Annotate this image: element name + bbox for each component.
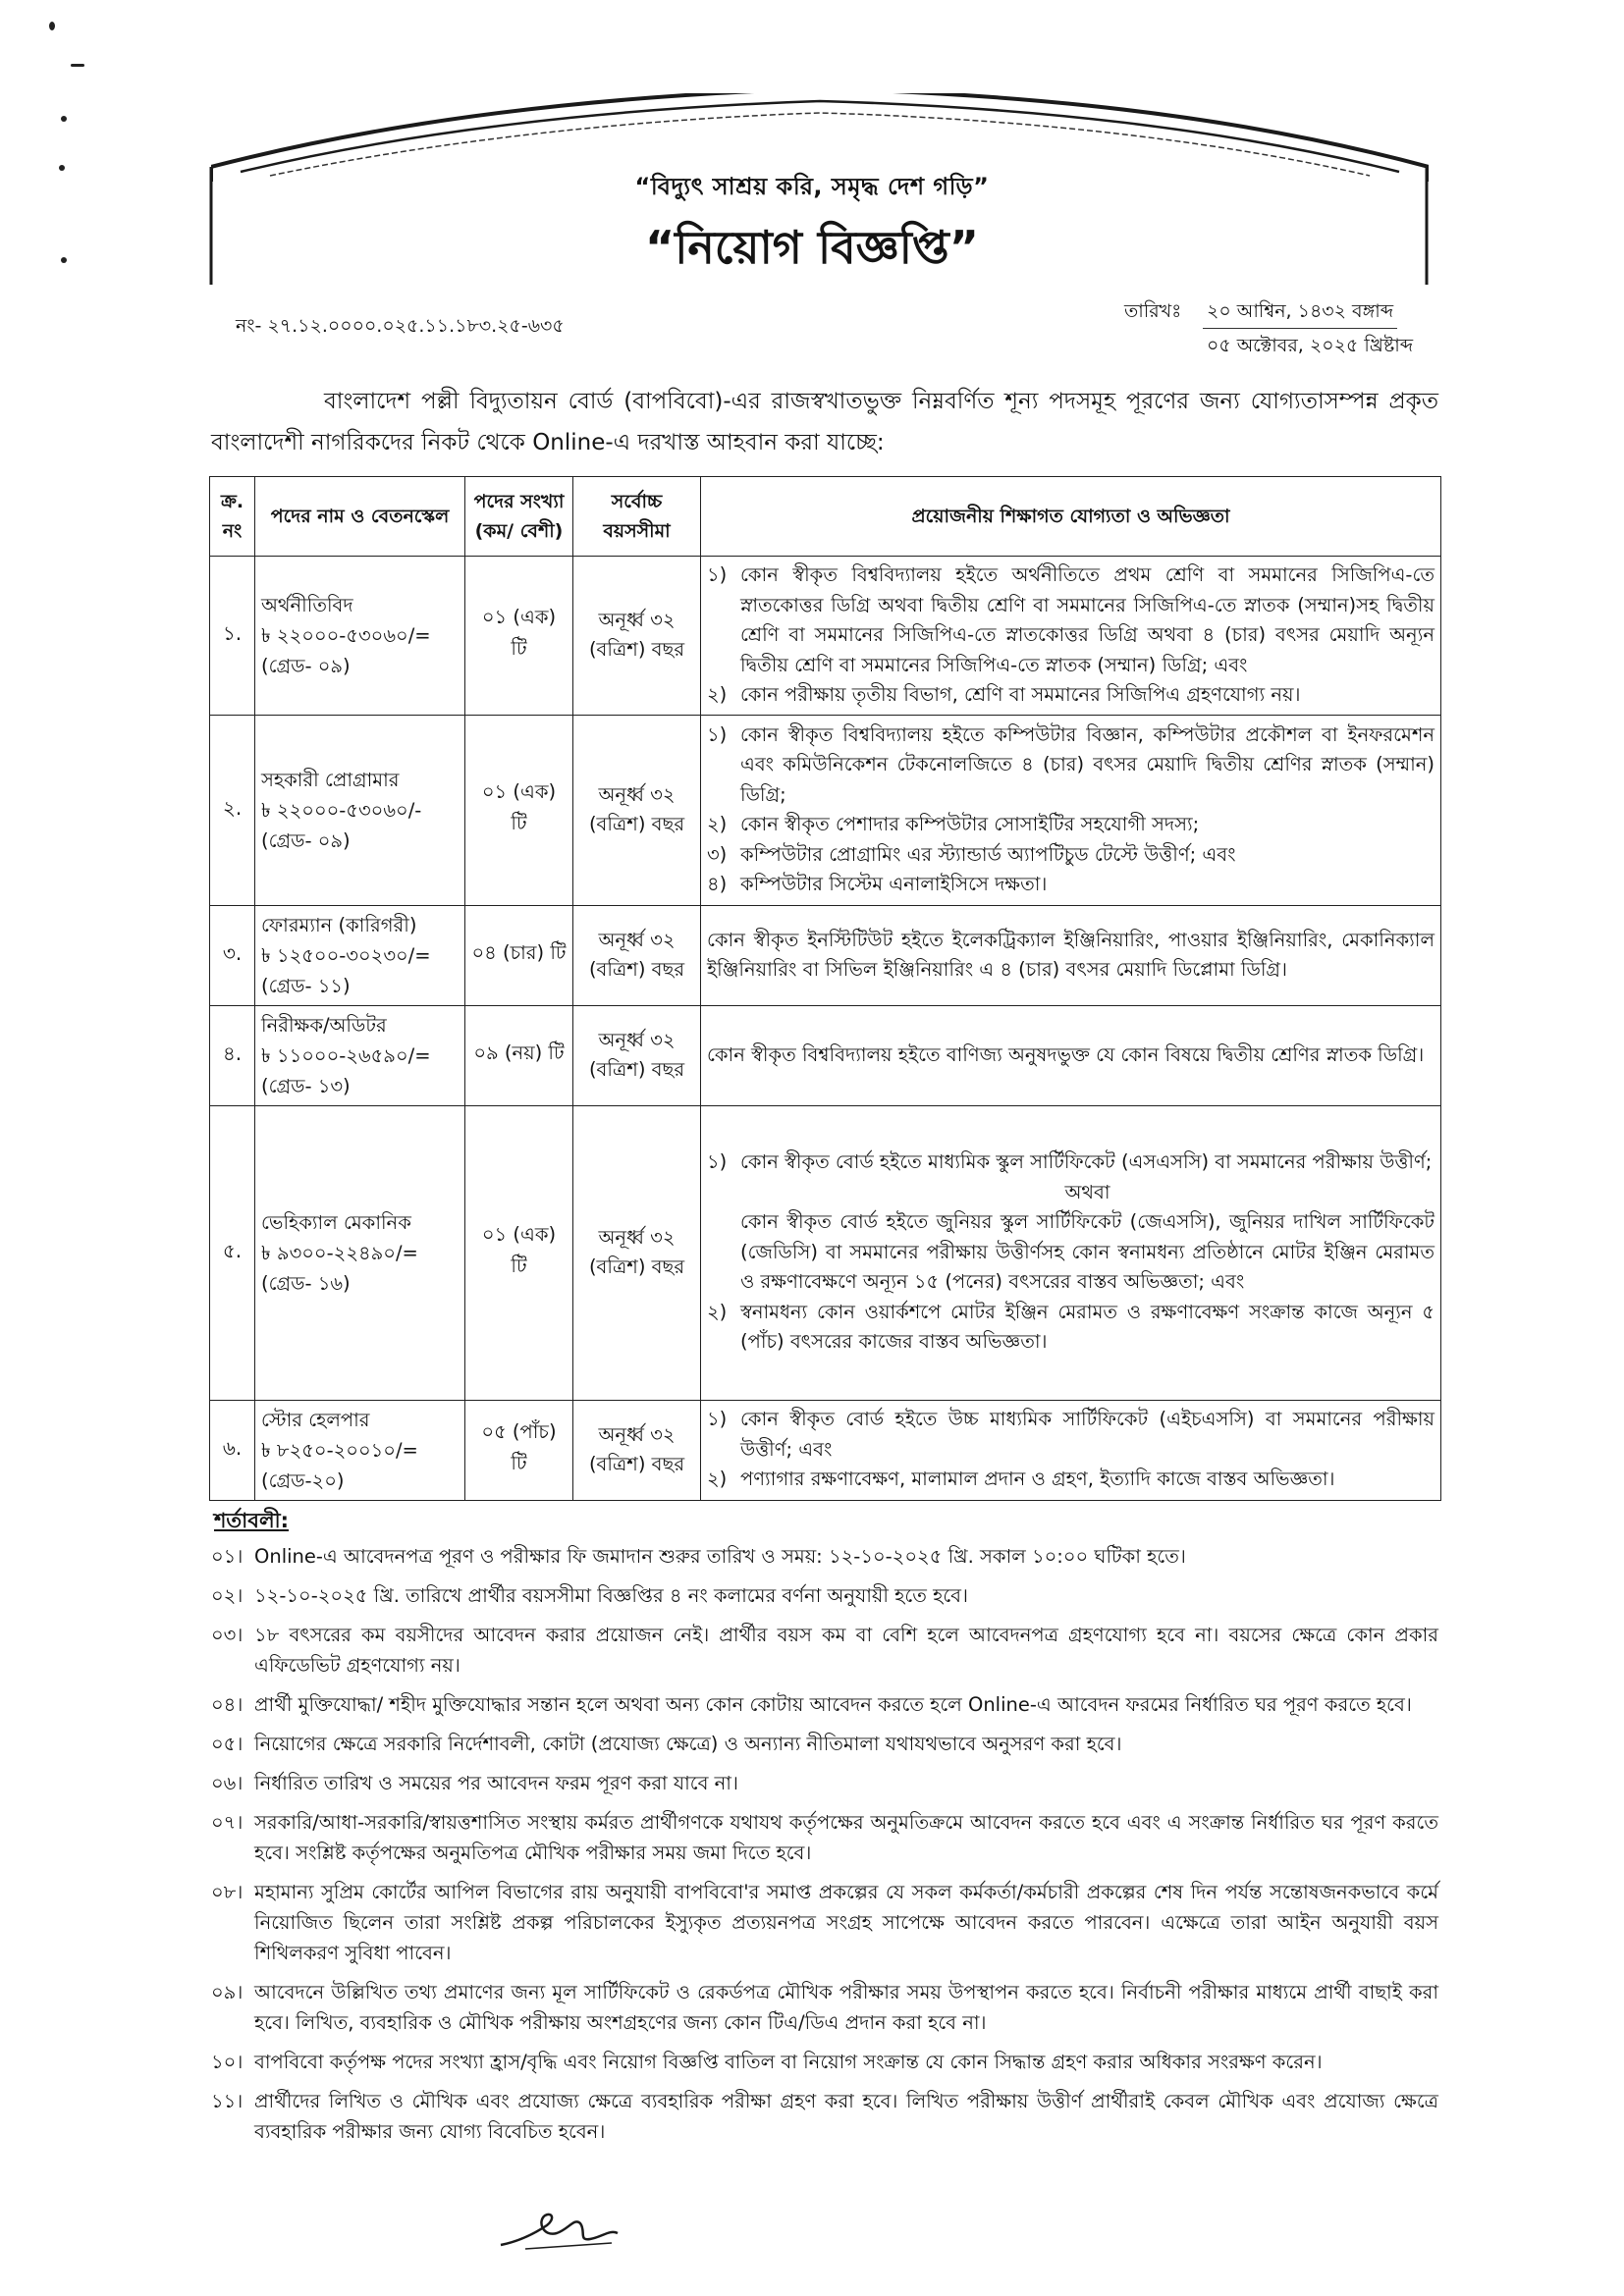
- scan-mark: [61, 116, 67, 122]
- condition-text: সরকারি/আধা-সরকারি/স্বায়ত্তশাসিত সংস্থায় কর্মরত প্রার্থীগণকে যথাযথ কর্তৃপক্ষের অনুমতিক্রমে আবেদন করতে হবে এবং এ সংক্রান্ত নির্ধারিত ঘর পূরণ করতে হবে। সংশ্লিষ্ট কর্তৃপক্ষের অনুমতিপত্র মৌখিক পরীক্ষার সময় জমা দিতে হবে।: [254, 1811, 1438, 1864]
- row-post: [255, 905, 465, 1005]
- condition-item: [211, 1689, 1438, 1720]
- condition-number: ০৯।: [211, 1981, 244, 2003]
- row-qualification: [701, 1105, 1441, 1400]
- row-age: [573, 1005, 701, 1105]
- post-name: নিরীক্ষক/অডিটর: [261, 1013, 387, 1037]
- row-count: ০৯ (নয়) টি: [465, 1005, 573, 1105]
- item-text: কম্পিউটার সিস্টেম এনালাইসিসে দক্ষতা।: [740, 873, 1048, 895]
- item-number: ১): [707, 722, 728, 746]
- row-age: [573, 1105, 701, 1400]
- conditions-list: [211, 1541, 1438, 2156]
- post-grade: (গ্রেড- ১৬): [261, 1271, 351, 1295]
- age-words: (বত্রিশ) বছর: [588, 638, 685, 662]
- post-scale: ৳ ১১০০০-২৬৫৯০/=: [261, 1043, 431, 1067]
- table-row: [210, 1005, 1441, 1105]
- item-number: ১): [707, 1150, 728, 1174]
- row-qualification: [701, 1400, 1441, 1500]
- qualification-item: [707, 1405, 1435, 1465]
- condition-text: আবেদনে উল্লিখিত তথ্য প্রমাণের জন্য মূল সার্টিফিকেট ও রেকর্ডপত্র মৌখিক পরীক্ষার সময় উপস্থাপন করতে হবে। নির্বাচনী পরীক্ষার মাধ্যমে প্রার্থী বাছাই করা হবে। লিখিত, ব্যবহারিক ও মৌখিক পরীক্ষায় অংশগ্রহণের জন্য কোন টিএ/ডিএ প্রদান করা হবে না।: [254, 1981, 1438, 2034]
- signature-mark: [496, 2204, 623, 2253]
- post-grade: (গ্রেড- ০৯): [261, 828, 351, 852]
- age-words: (বত্রিশ) বছর: [588, 958, 685, 981]
- condition-number: ০৪।: [211, 1693, 244, 1716]
- date-english: ০৫ অক্টোবর, ২০২৫ খ্রিষ্টাব্দ: [1207, 335, 1414, 356]
- qualification-item: [707, 870, 1435, 900]
- row-qualification: [701, 557, 1441, 716]
- row-count: ০১ (এক) টি: [465, 715, 573, 905]
- post-name: ভেহিক্যাল মেকানিক: [261, 1210, 411, 1234]
- age-limit: অনূর্ধ্ব ৩২: [598, 1226, 676, 1249]
- condition-number: ০২।: [211, 1584, 244, 1607]
- row-age: [573, 905, 701, 1005]
- item-text: কোন স্বীকৃত বোর্ড হইতে জুনিয়র স্কুল সার্টিফিকেট (জেএসসি), জুনিয়র দাখিল সার্টিফিকেট (জেডিসি) বা সমমানের পরীক্ষায় উত্তীর্ণসহ কোন স্বনামধন্য প্রতিষ্ঠানে মোটর ইঞ্জিন মেরামত ও রক্ষণাবেক্ষণে অন্যূন ১৫ (পনের) বৎসরের বাস্তব অভিজ্ঞতা; এবং: [740, 1210, 1435, 1294]
- scan-mark: [49, 22, 55, 30]
- condition-number: ০৭।: [211, 1811, 244, 1834]
- row-post: [255, 1400, 465, 1500]
- conditions-heading: শর্তাবলী:: [214, 1509, 290, 1532]
- condition-item: [211, 1977, 1438, 2038]
- condition-number: ০৮।: [211, 1881, 244, 1903]
- condition-text: Online-এ আবেদনপত্র পূরণ ও পরীক্ষার ফি জমাদান শুরুর তারিখ ও সময়: ১২-১০-২০২৫ খ্রি. সকাল ১০:০০ ঘটিকা হতে।: [254, 1545, 1186, 1568]
- slogan: “বিদ্যুৎ সাশ্রয় করি, সমৃদ্ধ দেশ গড়ি”: [634, 173, 990, 200]
- condition-item: [211, 2086, 1438, 2147]
- post-grade: (গ্রেড- ১১): [261, 974, 351, 997]
- posts-table: [209, 476, 1441, 1501]
- age-words: (বত্রিশ) বছর: [588, 1058, 685, 1081]
- post-name: অর্থনীতিবিদ: [261, 593, 353, 616]
- row-age: [573, 1400, 701, 1500]
- condition-item: [211, 1807, 1438, 1868]
- condition-text: প্রার্থী মুক্তিযোদ্ধা/ শহীদ মুক্তিযোদ্ধার সন্তান হলে অথবা অন্য কোন কোটায় আবেদন করতে হলে Online-এ আবেদন ফরমের নির্ধারিত ঘর পূরণ করতে হবে।: [254, 1693, 1412, 1716]
- header-age: সর্বোচ্চ বয়সসীমা: [573, 477, 701, 557]
- qualification-item: [707, 1298, 1435, 1358]
- condition-item: [211, 1768, 1438, 1798]
- intro-paragraph: বাংলাদেশ পল্লী বিদ্যুতায়ন বোর্ড (বাপবিবো)-এর রাজস্বখাতভুক্ত নিম্নবর্ণিত শূন্য পদসমূহ পূরণের জন্য যোগ্যতাসম্পন্ন প্রকৃত বাংলাদেশী নাগরিকদের নিকট থেকে Online-এ দরখাস্ত আহবান করা যাচ্ছে:: [211, 389, 1438, 455]
- condition-text: ১২-১০-২০২৫ খ্রি. তারিখে প্রার্থীর বয়সসীমা বিজ্ঞপ্তির ৪ নং কলামের বর্ণনা অনুযায়ী হতে হবে।: [254, 1584, 968, 1607]
- table-row: [210, 1400, 1441, 1500]
- row-post: [255, 715, 465, 905]
- row-count: ০৪ (চার) টি: [465, 905, 573, 1005]
- condition-item: [211, 2047, 1438, 2077]
- condition-text: প্রার্থীদের লিখিত ও মৌখিক এবং প্রযোজ্য ক্ষেত্রে ব্যবহারিক পরীক্ষা গ্রহণ করা হবে। লিখিত পরীক্ষায় উত্তীর্ণ প্রার্থীরাই কেবল মৌখিক এবং প্রযোজ্য ক্ষেত্রে ব্যবহারিক পরীক্ষার জন্য যোগ্য বিবেচিত হবেন।: [254, 2090, 1438, 2143]
- row-sl: ৫.: [210, 1105, 255, 1400]
- condition-number: ১০।: [211, 2051, 244, 2073]
- age-limit: অনূর্ধ্ব ৩২: [598, 1423, 676, 1446]
- qualification-item: [707, 1148, 1435, 1178]
- condition-item: [211, 1877, 1438, 1968]
- condition-item: [211, 1620, 1438, 1681]
- condition-item: [211, 1729, 1438, 1759]
- condition-number: ১১।: [211, 2090, 244, 2112]
- condition-text: ১৮ বৎসরের কম বয়সীদের আবেদন করার প্রয়োজন নেই। প্রার্থীর বয়স কম বা বেশি হলে আবেদনপত্র গ্রহণযোগ্য হবে না। বয়সের ক্ষেত্রে কোন প্রকার এফিডেভিট গ্রহণযোগ্য নয়।: [254, 1624, 1438, 1677]
- item-text: কোন স্বীকৃত বিশ্ববিদ্যালয় হইতে কম্পিউটার বিজ্ঞান, কম্পিউটার প্রকৌশল বা ইনফরমেশন এবং কমিউনিকেশন টেকনোলজিতে ৪ (চার) বৎসর মেয়াদি দ্বিতীয় শ্রেণির স্নাতক (সম্মান) ডিগ্রি;: [740, 722, 1435, 806]
- condition-text: বাপবিবো কর্তৃপক্ষ পদের সংখ্যা হ্রাস/বৃদ্ধি এবং নিয়োগ বিজ্ঞপ্তি বাতিল বা নিয়োগ সংক্রান্ত যে কোন সিদ্ধান্ত গ্রহণ করার অধিকার সংরক্ষণ করেন।: [254, 2051, 1323, 2073]
- qualification-item: [707, 680, 1435, 711]
- row-qualification: [701, 715, 1441, 905]
- post-scale: ৳ ৯৩০০-২২৪৯০/=: [261, 1241, 418, 1264]
- qualification-item: [707, 840, 1435, 871]
- row-count: ০৫ (পাঁচ) টি: [465, 1400, 573, 1500]
- post-scale: ৳ ২২০০০-৫৩০৬০/-: [261, 798, 422, 822]
- post-scale: ৳ ৮২৫০-২০০১০/=: [261, 1438, 418, 1462]
- item-text: কোন স্বীকৃত বোর্ড হইতে উচ্চ মাধ্যমিক সার্টিফিকেট (এইচএসসি) বা সমমানের পরীক্ষায় উত্তীর্ণ; এবং: [740, 1408, 1435, 1461]
- age-limit: অনূর্ধ্ব ৩২: [598, 1029, 676, 1051]
- post-name: সহকারী প্রোগ্রামার: [261, 768, 400, 791]
- age-words: (বত্রিশ) বছর: [588, 1453, 685, 1475]
- item-number: ২): [707, 683, 728, 706]
- row-count: ০১ (এক) টি: [465, 1105, 573, 1400]
- post-grade: (গ্রেড-২০): [261, 1468, 345, 1492]
- row-age: [573, 557, 701, 716]
- age-limit: অনূর্ধ্ব ৩২: [598, 929, 676, 951]
- header-count: পদের সংখ্যা (কম/ বেশী): [465, 477, 573, 557]
- row-sl: ৩.: [210, 905, 255, 1005]
- scan-mark: [71, 64, 84, 67]
- condition-item: [211, 1541, 1438, 1572]
- qualification-item: [707, 561, 1435, 680]
- page-title: “নিয়োগ বিজ্ঞপ্তি”: [645, 221, 979, 274]
- item-number: ৩): [707, 842, 728, 866]
- condition-number: ০১।: [211, 1545, 244, 1568]
- date-label: তারিখঃ: [1124, 300, 1182, 322]
- row-count: ০১ (এক) টি: [465, 557, 573, 716]
- condition-text: মহামান্য সুপ্রিম কোর্টের আপিল বিভাগের রায় অনুযায়ী বাপবিবো'র সমাপ্ত প্রকল্পের যে সকল কর্মকর্তা/কর্মচারী প্রকল্পের শেষ দিন পর্যন্ত সন্তোষজনকভাবে কর্মে নিয়োজিত ছিলেন তারা সংশ্লিষ্ট প্রকল্প পরিচালকের ইস্যুকৃত প্রত্যয়নপত্র সংগ্রহ সাপেক্ষে আবেদন করতে পারবেন। এক্ষেত্রে তারা আইন অনুযায়ী বয়স শিথিলকরণ সুবিধা পাবেন।: [254, 1881, 1438, 1964]
- table-row: [210, 1105, 1441, 1400]
- table-row: [210, 557, 1441, 716]
- item-number: ১): [707, 563, 728, 586]
- condition-text: নিয়োগের ক্ষেত্রে সরকারি নির্দেশাবলী, কোটা (প্রযোজ্য ক্ষেত্রে) ও অন্যান্য নীতিমালা যথাযথভাবে অনুসরণ করা হবে।: [254, 1733, 1122, 1755]
- row-qualification: কোন স্বীকৃত বিশ্ববিদ্যালয় হইতে বাণিজ্য অনুষদভুক্ত যে কোন বিষয়ে দ্বিতীয় শ্রেণির স্নাতক ডিগ্রি।: [701, 1005, 1441, 1105]
- item-number: ২): [707, 1300, 728, 1323]
- qualification-item: [707, 810, 1435, 840]
- post-name: স্টোর হেলপার: [261, 1408, 370, 1431]
- item-text: পণ্যাগার রক্ষণাবেক্ষণ, মালামাল প্রদান ও গ্রহণ, ইত্যাদি কাজে বাস্তব অভিজ্ঞতা।: [740, 1468, 1335, 1491]
- post-grade: (গ্রেড- ১৩): [261, 1074, 351, 1097]
- row-sl: ১.: [210, 557, 255, 716]
- item-text: কম্পিউটার প্রোগ্রামিং এর স্ট্যান্ডার্ড অ্যাপটিচুড টেস্টে উত্তীর্ণ; এবং: [740, 842, 1236, 866]
- item-number: ১): [707, 1408, 728, 1431]
- condition-item: [211, 1580, 1438, 1611]
- item-number: ৪): [707, 873, 728, 895]
- post-scale: ৳ ২২০০০-৫৩০৬০/=: [261, 623, 431, 647]
- row-sl: ৪.: [210, 1005, 255, 1105]
- row-sl: ৬.: [210, 1400, 255, 1500]
- header-qualification: প্রয়োজনীয় শিক্ষাগত যোগ্যতা ও অভিজ্ঞতা: [701, 477, 1441, 557]
- item-text: কোন পরীক্ষায় তৃতীয় বিভাগ, শ্রেণি বা সমমানের সিজিপিএ গ্রহণযোগ্য নয়।: [740, 683, 1301, 706]
- header-sl: ক্র. নং: [210, 477, 255, 557]
- age-limit: অনূর্ধ্ব ৩২: [598, 609, 676, 632]
- row-post: [255, 1105, 465, 1400]
- item-number: ২): [707, 1468, 728, 1491]
- row-age: [573, 715, 701, 905]
- condition-number: ০৩।: [211, 1624, 244, 1646]
- item-text: স্বনামধন্য কোন ওয়ার্কশপে মোটর ইঞ্জিন মেরামত ও রক্ষণাবেক্ষণ সংক্রান্ত কাজে অন্যূন ৫ (পাঁচ) বৎসরের কাজের বাস্তব অভিজ্ঞতা।: [740, 1300, 1435, 1354]
- qualification-item: [707, 721, 1435, 811]
- condition-number: ০৬।: [211, 1772, 244, 1794]
- row-post: [255, 1005, 465, 1105]
- age-limit: অনূর্ধ্ব ৩২: [598, 783, 676, 806]
- row-sl: ২.: [210, 715, 255, 905]
- item-number: ২): [707, 813, 728, 835]
- item-text: কোন স্বীকৃত পেশাদার কম্পিউটার সোসাইটির সহযোগী সদস্য;: [740, 813, 1200, 835]
- age-words: (বত্রিশ) বছর: [588, 813, 685, 835]
- table-header-row: [210, 477, 1441, 557]
- post-name: ফোরম্যান (কারিগরী): [261, 913, 417, 936]
- date-bangla: ২০ আশ্বিন, ১৪৩২ বঙ্গাব্দ: [1203, 294, 1397, 329]
- row-post: [255, 557, 465, 716]
- post-grade: (গ্রেড- ০৯): [261, 654, 351, 677]
- table-row: [210, 905, 1441, 1005]
- qualification-item: [707, 1465, 1435, 1495]
- date-block: [1124, 294, 1417, 362]
- memo-number: নং- ২৭.১২.০০০০.০২৫.১১.১৮৩.২৫-৬৩৫: [236, 315, 565, 337]
- item-text: কোন স্বীকৃত বিশ্ববিদ্যালয় হইতে অর্থনীতিতে প্রথম শ্রেণি বা সমমানের সিজিপিএ-তে স্নাতকোত্তর ডিগ্রি অথবা দ্বিতীয় শ্রেণি বা সমমানের সিজিপিএ-তে স্নাতক (সম্মান)সহ দ্বিতীয় শ্রেণি বা সমমানের সিজিপিএ-তে স্নাতকোত্তর ডিগ্রি অথবা ৪ (চার) বৎসর মেয়াদি অন্যূন দ্বিতীয় শ্রেণি বা সমমানের সিজিপিএ-তে স্নাতক (সম্মান) ডিগ্রি; এবং: [740, 563, 1435, 676]
- qualification-item: [707, 1207, 1435, 1298]
- post-scale: ৳ ১২৫০০-৩০২৩০/=: [261, 943, 431, 967]
- table-row: [210, 715, 1441, 905]
- header-post: পদের নাম ও বেতনস্কেল: [255, 477, 465, 557]
- condition-text: নির্ধারিত তারিখ ও সময়ের পর আবেদন ফরম পূরণ করা যাবে না।: [254, 1772, 738, 1794]
- item-text: কোন স্বীকৃত বোর্ড হইতে মাধ্যমিক স্কুল সার্টিফিকেট (এসএসসি) বা সমমানের পরীক্ষায় উত্তীর্ণ;: [740, 1150, 1433, 1174]
- age-words: (বত্রিশ) বছর: [588, 1255, 685, 1278]
- or-separator: অথবা: [1064, 1180, 1110, 1203]
- condition-number: ০৫।: [211, 1733, 244, 1755]
- row-qualification: কোন স্বীকৃত ইনস্টিটিউট হইতে ইলেকট্রিক্যাল ইঞ্জিনিয়ারিং, পাওয়ার ইঞ্জিনিয়ারিং, মেকানিক্যাল ইঞ্জিনিয়ারিং বা সিভিল ইঞ্জিনিয়ারিং এ ৪ (চার) বৎসর মেয়াদি ডিপ্লোমা ডিগ্রি।: [701, 905, 1441, 1005]
